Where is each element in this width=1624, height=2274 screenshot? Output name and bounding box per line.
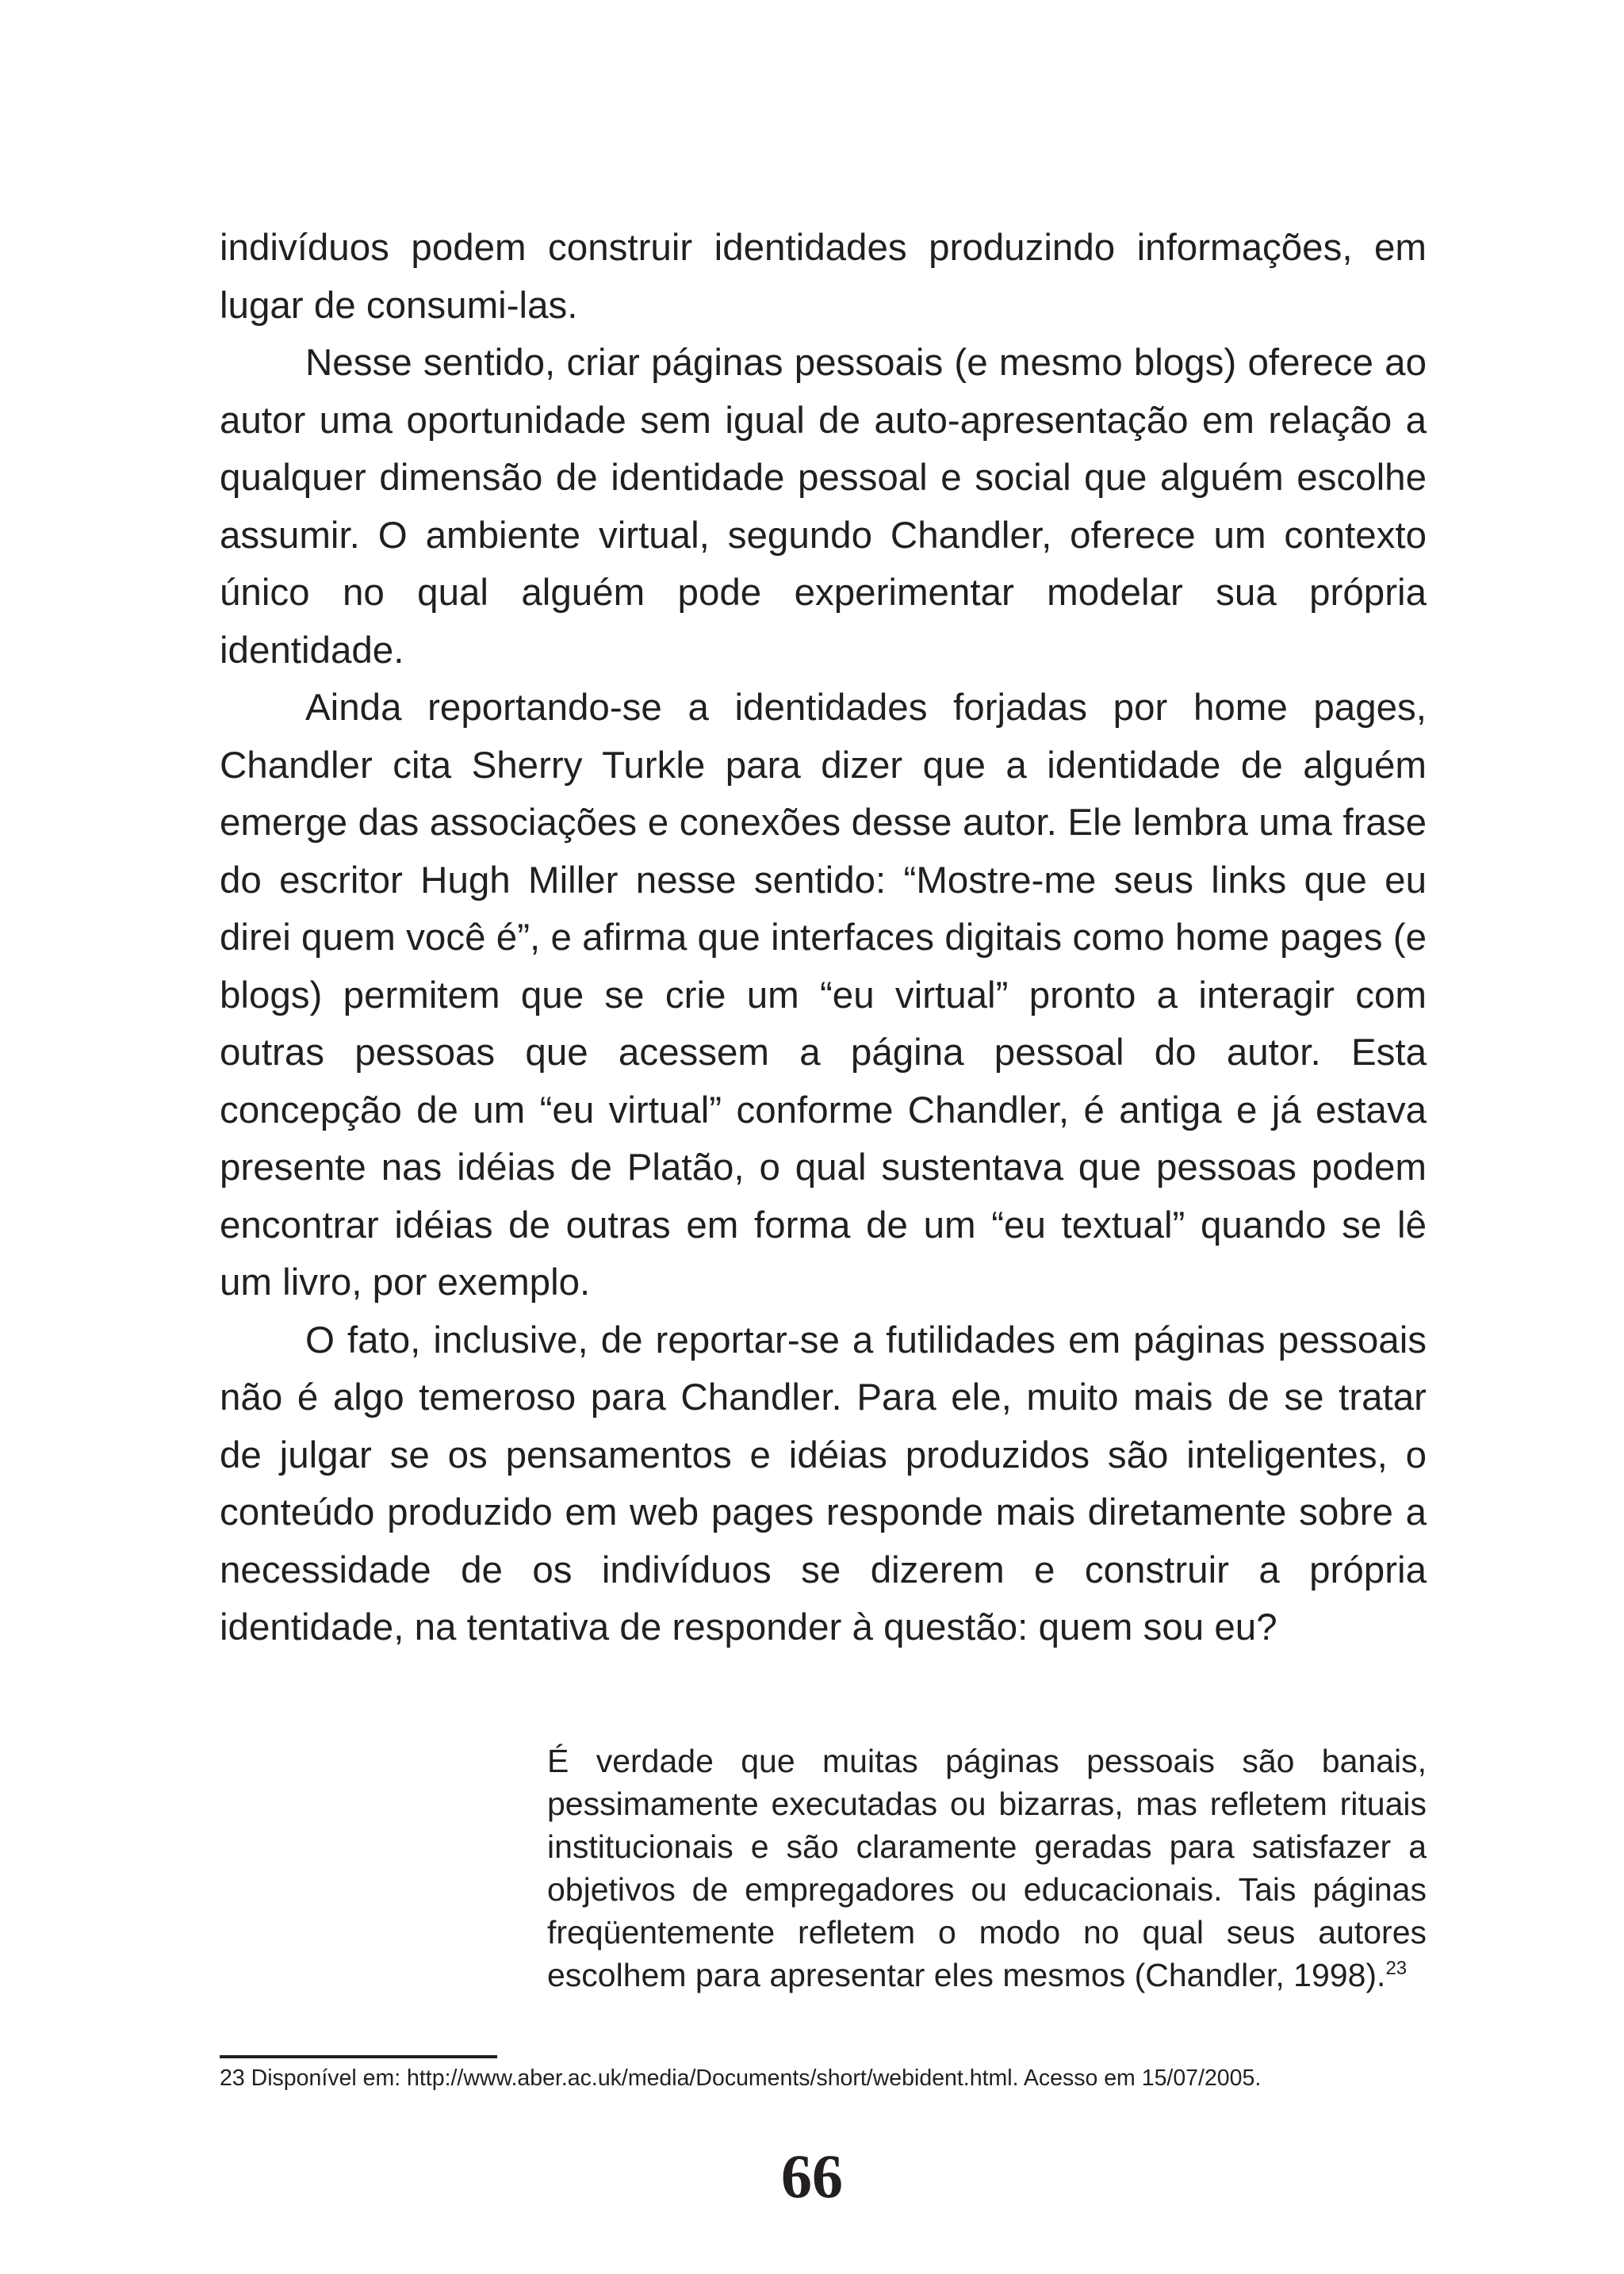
footnote-number: 23 <box>220 2065 245 2091</box>
block-quote <box>547 1740 1427 1996</box>
paragraph: O fato, inclusive, de reportar-se a futilidades em páginas pessoais não é algo temeroso para Chandler. Para ele, muito mais de se tratar de julgar se os pensamentos e idéias produzidos são inteligentes, o conteúdo produzido em web pages responde mais diretamente sobre a necessidade de os indivíduos se dizerem e construir a própria identidade, na tentativa de responder à questão: quem sou eu? <box>220 1319 1427 1648</box>
footnote-separator <box>220 2055 497 2058</box>
paragraph-continuation: indivíduos podem construir identidades produzindo informações, em lugar de consumi-las. <box>220 227 1427 327</box>
paragraph: Ainda reportando-se a identidades forjadas por home pages, Chandler cita Sherry Turkle para dizer que a identidade de alguém emerge das associações e conexões desse autor. Ele lembra uma frase do escritor Hugh Miller nesse sentido: “Mostre-me seus links que eu direi quem você é”, e afirma que interfaces digitais como home pages (e blogs) permitem que se crie um “eu virtual” pronto a interagir com outras pessoas que acessem a página pessoal do autor. Esta concepção de um “eu virtual” conforme Chandler, é antiga e já estava presente nas idéias de Platão, o qual sustentava que pessoas podem encontrar idéias de outras em forma de um “eu textual” quando se lê um livro, por exemplo. <box>220 687 1427 1304</box>
paragraph: Nesse sentido, criar páginas pessoais (e mesmo blogs) oferece ao autor uma oportunidade sem igual de auto-apresentação em relação a qualquer dimensão de identidade pessoal e social que alguém escolhe assumir. O ambiente virtual, segundo Chandler, oferece um contexto único no qual alguém pode experimentar modelar sua própria identidade. <box>220 342 1427 672</box>
body-text <box>220 220 1427 1657</box>
block-quote-text: É verdade que muitas páginas pessoais são banais, pessimamente executadas ou bizarras, mas refletem rituais institucionais e são claramente geradas para satisfazer a objetivos de empregadores ou educacionais. Tais páginas freqüentemente refletem o modo no qual seus autores escolhem para apresentar eles mesmos (Chandler, 1998). <box>547 1743 1427 1993</box>
footnote-reference: 23 <box>1385 1958 1408 1979</box>
footnote <box>220 2063 1488 2093</box>
footnote-text: Disponível em: http://www.aber.ac.uk/media/Documents/short/webident.html. Acesso em 15/07/2005. <box>251 2065 1262 2091</box>
page-number: 66 <box>781 2142 843 2211</box>
